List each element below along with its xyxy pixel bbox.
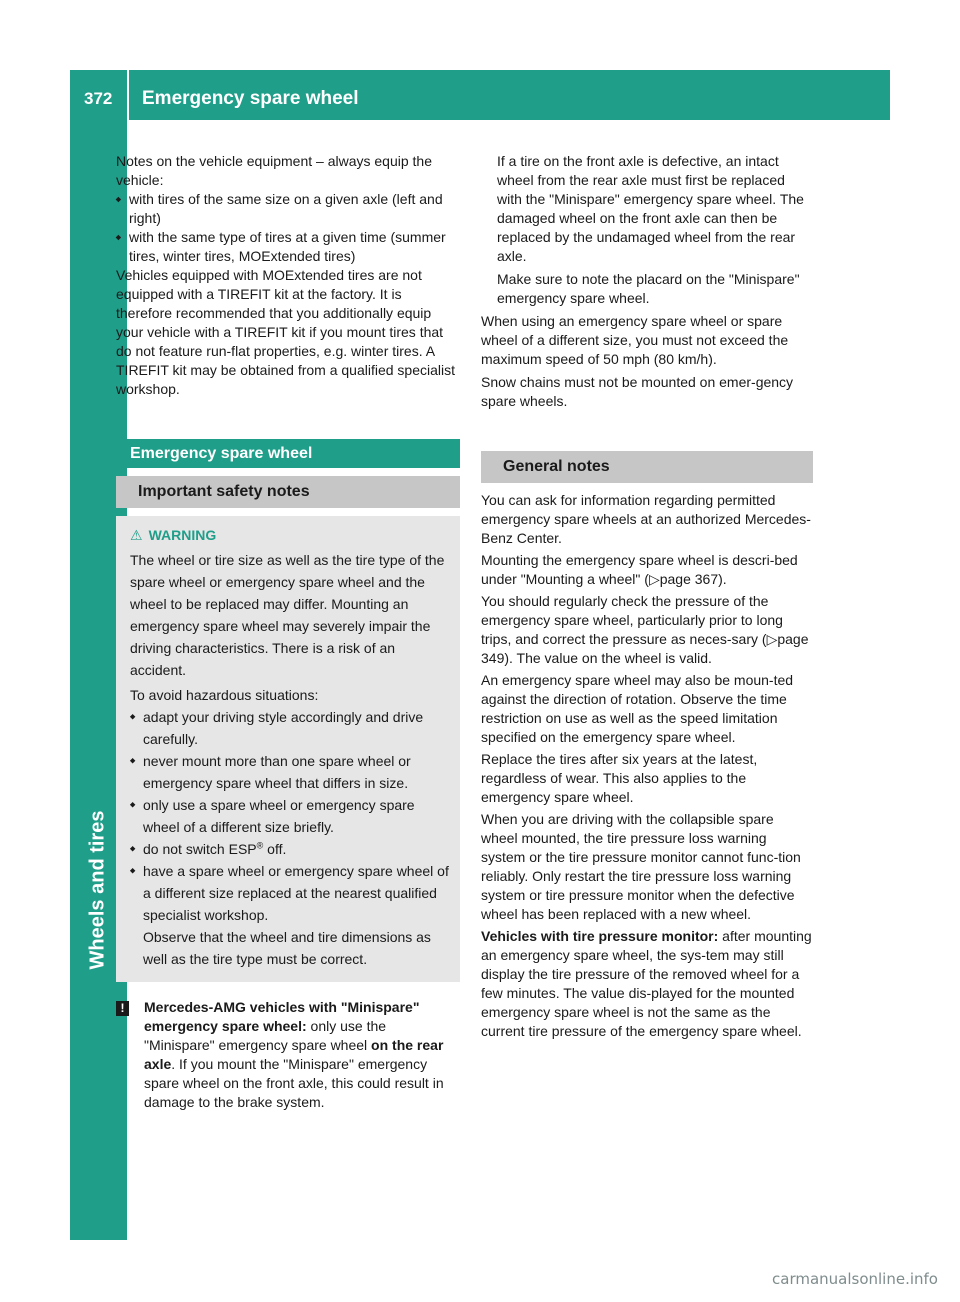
tpm-text: after mounting an emergency spare wheel, the sys-tem may still display the tire pressure of the removed wheel for a few minutes. The value dis-played for the mounted emergency spare wheel is not the same as the current tire pressure of the emergency spare wheel. [481,928,812,1039]
chapter-label: Wheels and tires [86,810,109,970]
note-text: only use the "Minispare" emergency spare wheel [144,1018,387,1053]
list-item: ■ adapt your driving style accordingly and drive carefully. [130,706,452,750]
g2-text: Mounting the emergency spare wheel is descri-bed under "Mounting a wheel" ( [481,552,798,587]
watermark: carmanualsonline.info [772,1270,938,1288]
intro-bullet-list [116,190,460,266]
page-reference-arrow-icon: ▷ [648,571,660,587]
list-item: ■ never mount more than one spare wheel or emergency spare wheel that differs in size. [130,750,452,794]
list-item-extra: Observe that the wheel and tire dimensions as well as the tire type must be correct. [143,929,431,967]
list-item [130,838,452,860]
note-bold-emphasis: on the rear axle [144,1037,444,1072]
intro-text: Notes on the vehicle equipment – always equip the vehicle: [116,153,432,188]
page-header [70,70,890,120]
continued-bullet-text: If a tire on the front axle is defective, an intact wheel from the rear axle must first be replaced with the "Minispare" emergency spare wheel. The damaged wheel on the front axle can then be replaced by the undamaged wheel from the rear axle. [497,153,804,264]
warning-bullet-list [130,706,452,970]
page-title: Emergency spare wheel [142,88,359,109]
list-item: ■ only use a spare wheel or emergency spare wheel of a different size briefly. [130,794,452,838]
list-item [130,860,452,970]
header-divider [127,70,129,120]
snow-chains-paragraph: Snow chains must not be mounted on emer-gency spare wheels. [481,374,794,409]
tpm-bold-lead: Vehicles with tire pressure monitor: [481,928,719,944]
left-column [116,152,460,1112]
page-number: 372 [84,89,113,108]
general-notes-paragraph: When you are driving with the collapsible spare wheel mounted, the tire pressure loss warning system or the tire pressure monitor cannot func-tion reliably. Only restart the tire pressure loss warning system or tire pressure monitor when the defective wheel has been replaced with a new wheel. [481,811,801,922]
general-notes-paragraph: An emergency spare wheel may also be moun-ted against the direction of rotation. Observe the time restriction on use as well as the speed limitation specified on the emergency spare wheel. [481,672,794,745]
note-text-continued: . If you mount the "Minispare" emergency spare wheel on the front axle, this could result in damage to the brake system. [144,1056,444,1110]
page-reference-link[interactable]: page 367). [659,571,727,587]
esp-suffix: off. [263,841,287,857]
registered-mark: ® [256,840,264,851]
g3-text: You should regularly check the pressure of the emergency spare wheel, particularly prior to long trips, and correct the pressure as neces-sary ( [481,593,783,647]
moextended-paragraph: Vehicles equipped with MOExtended tires are not equipped with a TIREFIT kit at the factory. It is therefore recommended that you additionally equip your vehicle with a TIREFIT kit if you mount tires that do not feature run-flat properties, e.g. winter tires. A TIREFIT kit may be obtained from a qualified specialist workshop. [116,267,456,397]
exclamation-icon: ! [116,1001,129,1016]
note-bold-lead: Mercedes-AMG vehicles with "Minispare" emergency spare wheel: [144,999,420,1034]
general-notes-heading: General notes [481,451,813,483]
page-reference-arrow-icon: ▷ [766,631,778,647]
subsection-heading: Important safety notes [116,476,460,508]
warning-title-text: WARNING [148,527,217,543]
list-item: ■ with the same type of tires at a given time (summer tires, winter tires, MOExtended tires) [116,228,460,266]
general-notes-paragraph [481,927,813,1041]
page-reference-link[interactable]: page 349). The value on the wheel is valid. [481,631,809,666]
general-notes-paragraph: You can ask for information regarding permitted emergency spare wheels at an authorized Mercedes-Benz Center. [481,492,811,546]
list-item: ■ with tires of the same size on a given axle (left and right) [116,190,460,228]
esp-text: do not switch ESP [143,841,257,857]
right-column [481,152,813,1041]
speed-limit-paragraph: When using an emergency spare wheel or spare wheel of a different size, you must not exceed the maximum speed of 50 mph (80 km/h). [481,313,789,367]
general-notes-paragraph [481,551,813,589]
warning-instruction: To avoid hazardous situations: [130,687,319,703]
general-notes-paragraph: Replace the tires after six years at the latest, regardless of wear. This also applies to the emergency spare wheel. [481,751,758,805]
note-block [116,998,460,1112]
warning-box [116,516,460,982]
side-tab-label [78,760,118,1020]
list-item-text: have a spare wheel or emergency spare wheel of a different size replaced at the nearest qualified specialist workshop. [143,863,449,923]
general-notes-paragraph [481,592,813,668]
warning-triangle-icon: ⚠ [130,527,143,543]
warning-title [130,526,452,545]
warning-text: The wheel or tire size as well as the tire type of the spare wheel or emergency spare wheel and the wheel to be replaced may differ. Mounting an emergency spare wheel may severely impair the driving characteristics. There is a risk of an accident. [130,552,445,678]
section-heading: Emergency spare wheel [116,439,460,468]
placard-note: Make sure to note the placard on the "Minispare" emergency spare wheel. [497,271,800,306]
